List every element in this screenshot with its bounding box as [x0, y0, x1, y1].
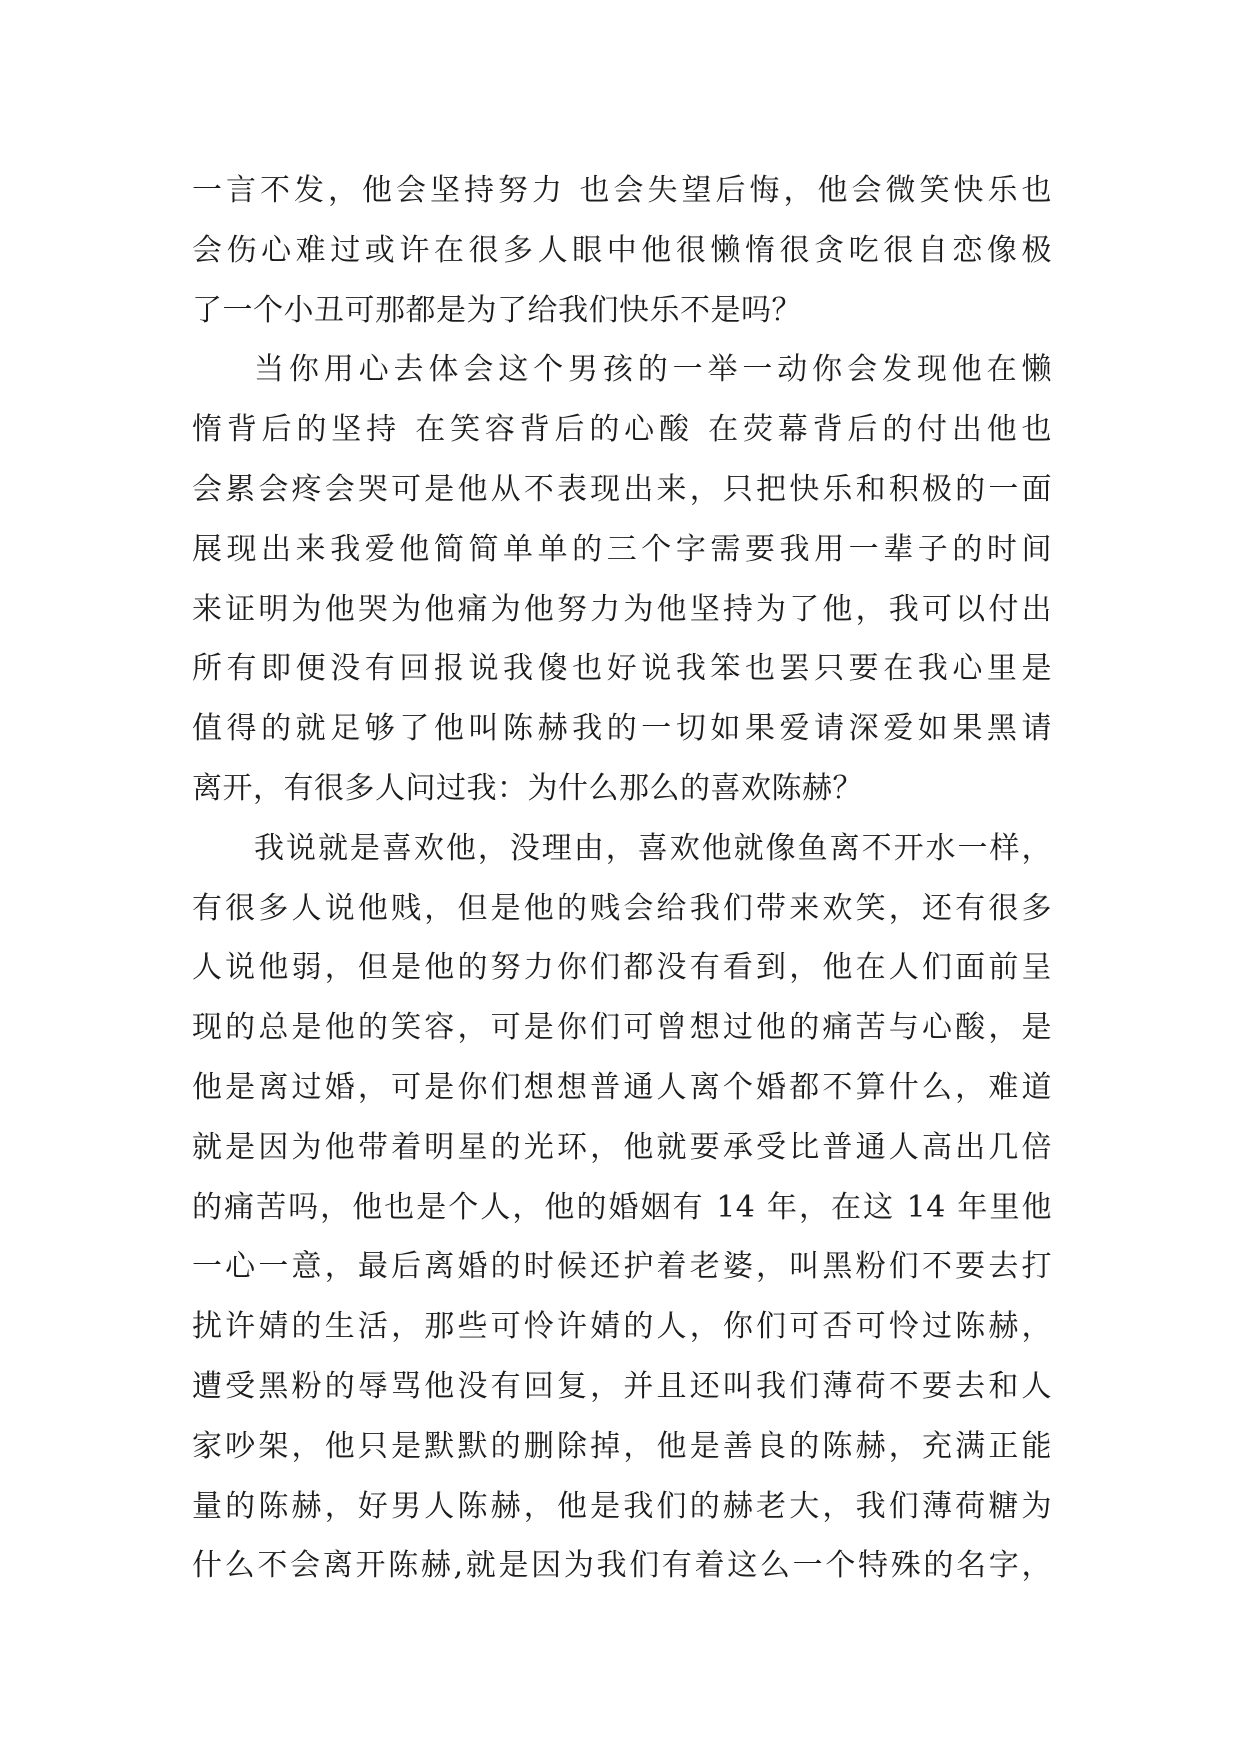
text-line: 什么不会离开陈赫,就是因为我们有着这么一个特殊的名字，	[192, 1548, 1052, 1584]
paragraph	[192, 819, 1052, 1596]
text-line: 遭受黑粉的辱骂他没有回复，并且还叫我们薄荷不要去和人	[192, 1368, 1052, 1404]
text-line: 量的陈赫，好男人陈赫，他是我们的赫老大，我们薄荷糖为	[192, 1488, 1052, 1524]
text-line: 值得的就足够了他叫陈赫我的一切如果爱请深爱如果黑请	[192, 711, 1052, 747]
text-line: 展现出来我爱他简简单单的三个字需要我用一辈子的时间	[192, 531, 1052, 567]
document-body	[192, 161, 1052, 1596]
text-line: 所有即便没有回报说我傻也好说我笨也罢只要在我心里是	[192, 651, 1052, 687]
paragraph	[192, 340, 1052, 818]
text-line: 我说就是喜欢他，没理由，喜欢他就像鱼离不开水一样，	[254, 830, 1052, 866]
text-line: 有很多人说他贱，但是他的贱会给我们带来欢笑，还有很多	[192, 890, 1052, 926]
text-line: 来证明为他哭为他痛为他努力为他坚持为了他，我可以付出	[192, 591, 1052, 627]
text-line: 会累会疼会哭可是他从不表现出来，只把快乐和积极的一面	[192, 471, 1052, 507]
text-line: 会伤心难过或许在很多人眼中他很懒惰很贪吃很自恋像极	[192, 232, 1052, 268]
paragraph	[192, 161, 1052, 340]
text-line: 现的总是他的笑容，可是你们可曾想过他的痛苦与心酸，是	[192, 1010, 1052, 1046]
text-line: 人说他弱，但是他的努力你们都没有看到，他在人们面前呈	[192, 950, 1052, 986]
text-line: 就是因为他带着明星的光环，他就要承受比普通人高出几倍	[192, 1129, 1052, 1165]
text-line: 一言不发，他会坚持努力 也会失望后悔，他会微笑快乐也	[192, 173, 1052, 208]
text-line: 扰许婧的生活，那些可怜许婧的人，你们可否可怜过陈赫，	[192, 1309, 1052, 1345]
text-line: 一心一意，最后离婚的时候还护着老婆，叫黑粉们不要去打	[192, 1249, 1052, 1285]
text-line: 惰背后的坚持 在笑容背后的心酸 在荧幕背后的付出他也	[192, 412, 1052, 448]
text-line: 当你用心去体会这个男孩的一举一动你会发现他在懒	[254, 352, 1052, 388]
text-line: 了一个小丑可那都是为了给我们快乐不是吗？	[192, 292, 802, 328]
text-line: 离开，有很多人问过我：为什么那么的喜欢陈赫？	[192, 770, 863, 806]
text-line: 的痛苦吗，他也是个人，他的婚姻有 14 年，在这 14 年里他	[192, 1189, 1052, 1225]
text-line: 他是离过婚，可是你们想想普通人离个婚都不算什么，难道	[192, 1069, 1052, 1105]
text-line: 家吵架，他只是默默的删除掉，他是善良的陈赫，充满正能	[192, 1428, 1052, 1464]
